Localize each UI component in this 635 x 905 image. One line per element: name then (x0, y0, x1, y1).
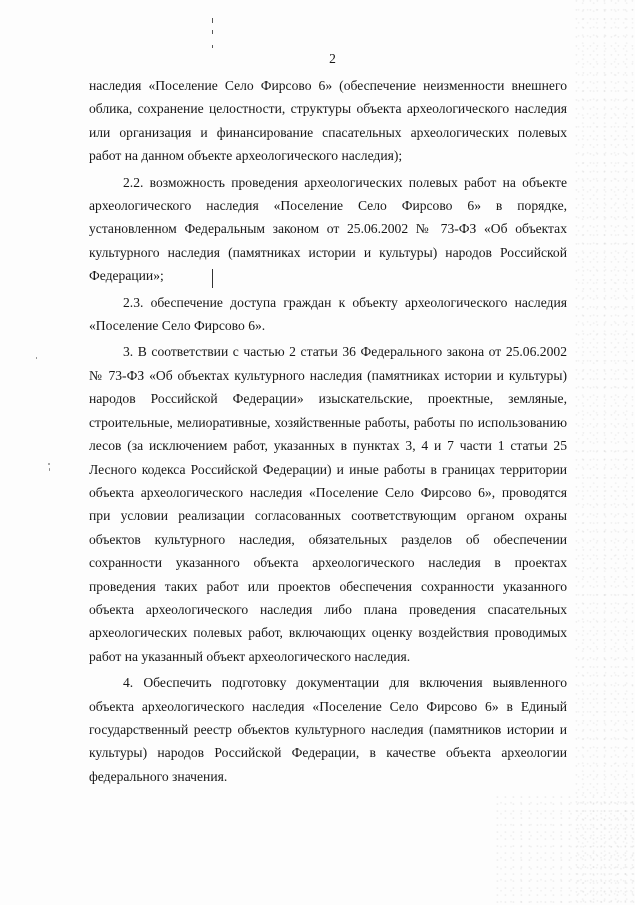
scan-artifact (49, 468, 50, 471)
scan-noise-bottom (495, 795, 635, 905)
paragraph: 2.3. обеспечение доступа граждан к объекту археологического наследия «Поселение Село Фирсово 6». (89, 294, 567, 334)
paragraph: 3. В соответствии с частью 2 статьи 36 Федерального закона от 25.06.2002 № 73-ФЗ «Об объектах культурного наследия (памятниках истории и культуры) народов Российской Федерации» изыскательские, проектные, земляные, строительные, мелиоративные, хозяйственные работы, работы по использованию лесов (за исключением работ, указанных в пунктах 3, 4 и 7 части 1 статьи 25 Лесного кодекса Российской Федерации) и иные работы в границах территории объекта археологического наследия «Поселение Село Фирсово 6», проводятся при условии реализации согласованных соответствующим органом охраны объектов культурного наследия, обязательных разделов об обеспечении сохранности указанного объекта археологического наследия в проектах проведения таких работ или проектов обеспечения сохранности указанного объекта археологического наследия либо плана проведения спасательных археологических полевых работ, включающих оценку воздействия проводимых работ на указанный объект археологического наследия. (89, 344, 567, 664)
scan-artifact (212, 18, 213, 23)
paragraph: 4. Обеспечить подготовку документации для включения выявленного объекта археологического наследия «Поселение Село Фирсово 6» в Единый государственный реестр объектов культурного наследия (памятников истории и культуры) народов Российской Федерации, в качестве объекта археологии федерального значения. (89, 675, 567, 784)
scan-artifact (212, 30, 213, 34)
page-number: 2 (329, 51, 336, 66)
scan-noise-right (575, 0, 635, 905)
paragraph: наследия «Поселение Село Фирсово 6» (обеспечение неизменности внешнего облика, сохранение целостности, структуры объекта археологического наследия или организация и финансирование спасательных археологических полевых работ на данном объекте археологического наследия); (89, 78, 567, 164)
scan-artifact (36, 357, 37, 359)
scan-artifact (212, 45, 213, 48)
scan-artifact (48, 463, 50, 465)
paragraph: 2.2. возможность проведения археологических полевых работ на объекте археологического наследия «Поселение Село Фирсово 6» в порядке, установленном Федеральным законом от 25.06.2002 № 73-ФЗ «Об объектах культурного наследия (памятниках истории и культуры) народов Российской Федерации»; (89, 174, 567, 284)
document-body (89, 74, 567, 788)
